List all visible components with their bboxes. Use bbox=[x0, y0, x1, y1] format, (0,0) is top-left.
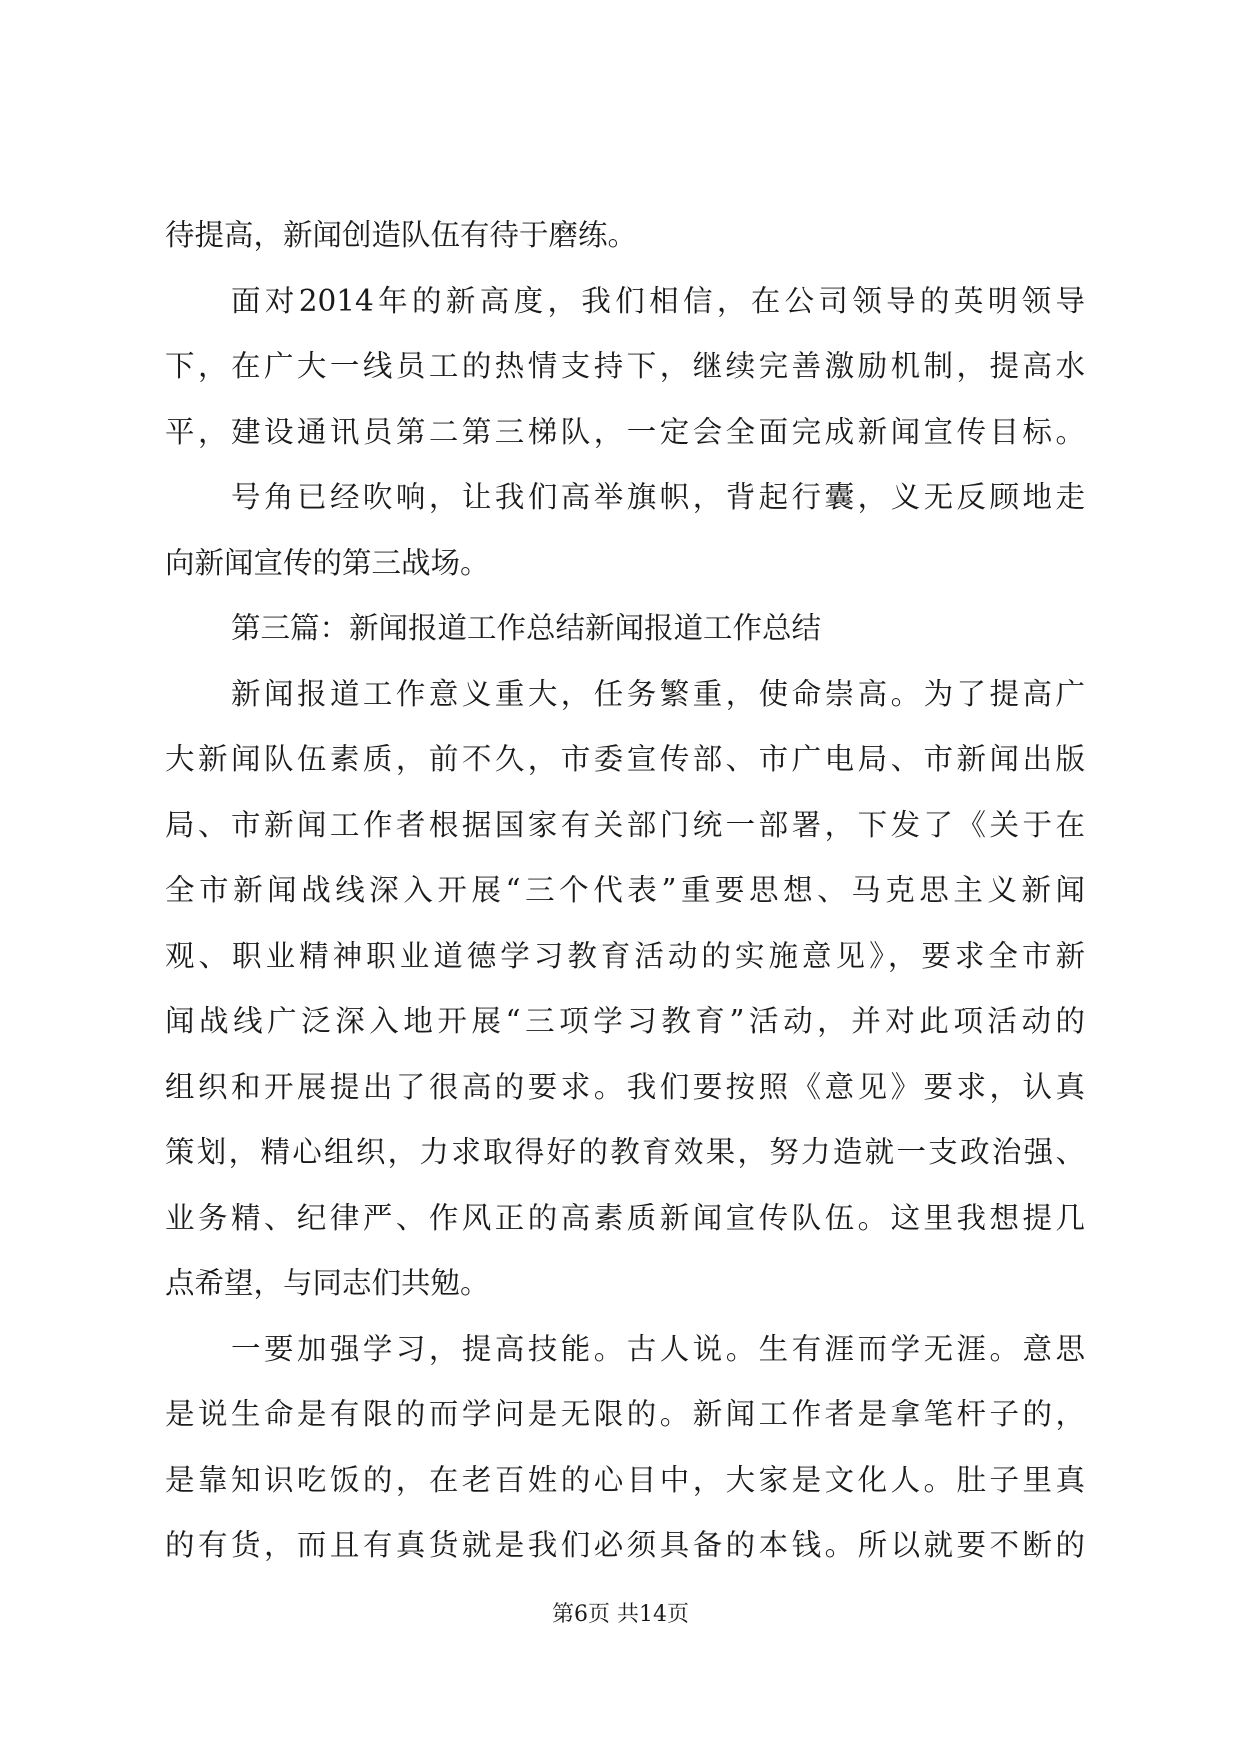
text-line: 闻战线广泛深入地开展“三项学习教育”活动，并对此项活动的 bbox=[165, 1004, 1085, 1038]
text-line: 平，建设通讯员第二第三梯队，一定会全面完成新闻宣传目标。 bbox=[165, 414, 1085, 449]
text-line: 策划，精心组织，力求取得好的教育效果，努力造就一支政治强、 bbox=[165, 1135, 1085, 1169]
text-line: 下，在广大一线员工的热情支持下，继续完善激励机制，提高水 bbox=[165, 349, 1085, 383]
text-line: 面对2014年的新高度，我们相信，在公司领导的英明领导 bbox=[231, 283, 1085, 318]
text-line: 新闻报道工作意义重大，任务繁重，使命崇高。为了提高广 bbox=[231, 676, 1085, 711]
page-number-footer: 第6页 共14页 bbox=[552, 1602, 689, 1627]
text-line: 待提高，新闻创造队伍有待于磨练。 bbox=[165, 218, 638, 252]
text-line: 向新闻宣传的第三战场。 bbox=[165, 545, 490, 580]
text-line: 一要加强学习，提高技能。古人说。生有涯而学无涯。意思 bbox=[231, 1331, 1085, 1366]
text-line: 局、市新闻工作者根据国家有关部门统一部署，下发了《关于在 bbox=[165, 807, 1085, 842]
body-text bbox=[165, 203, 1085, 1579]
text-line: 是靠知识吃饭的，在老百姓的心目中，大家是文化人。肚子里真 bbox=[165, 1462, 1085, 1497]
text-line: 全市新闻战线深入开展“三个代表”重要思想、马克思主义新闻 bbox=[165, 873, 1085, 907]
text-line: 是说生命是有限的而学问是无限的。新闻工作者是拿笔杆子的， bbox=[165, 1397, 1085, 1431]
text-line: 观、职业精神职业道德学习教育活动的实施意见》，要求全市新 bbox=[165, 938, 1085, 973]
text-line: 的有货，而且有真货就是我们必须具备的本钱。所以就要不断的 bbox=[165, 1528, 1085, 1562]
text-line: 业务精、纪律严、作风正的高素质新闻宣传队伍。这里我想提几 bbox=[165, 1200, 1085, 1235]
text-line: 组织和开展提出了很高的要求。我们要按照《意见》要求，认真 bbox=[165, 1069, 1085, 1104]
text-line: 号角已经吹响，让我们高举旗帜，背起行囊，义无反顾地走 bbox=[231, 480, 1085, 514]
text-line: 大新闻队伍素质，前不久，市委宣传部、市广电局、市新闻出版 bbox=[165, 742, 1085, 776]
section-heading: 第三篇：新闻报道工作总结新闻报道工作总结 bbox=[231, 611, 822, 645]
text-line: 点希望，与同志们共勉。 bbox=[165, 1266, 490, 1300]
